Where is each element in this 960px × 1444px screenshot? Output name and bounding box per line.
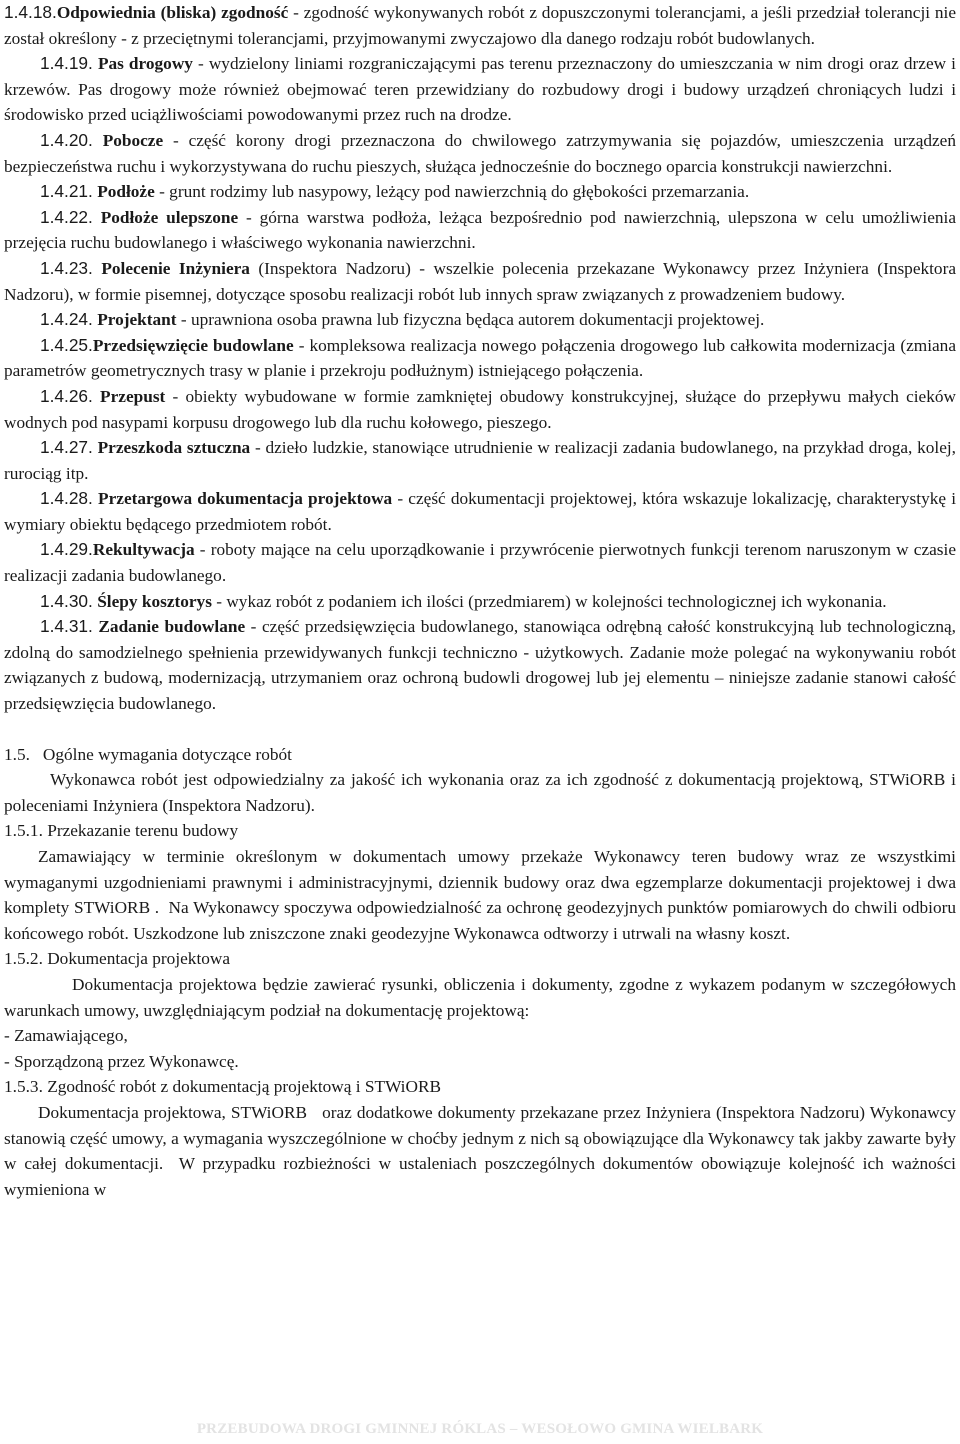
- definition-term: Ślepy kosztorys: [97, 591, 212, 611]
- definition-text: - obiekty wybudowane w formie zamkniętej obudowy konstrukcyjnej, służące do przepływu małych cieków wodnych pod nasypami korpusu drogowego lub dla ruchu kołowego, pieszego.: [4, 386, 956, 432]
- section-1-5-3-text: Dokumentacja projektowa, STWiORB oraz dodatkowe dokumenty przekazane przez Inżyniera (Inspektora Nadzoru) Wykonawcy stanowią część umowy, a wymagania wyszczególnione w choćby jednym z nich są obowiązujące dla Wykonawcy tak jakby zawarte były w całej dokumentacji. W przypadku rozbieżności w ustaleniach poszczególnych dokumentów obowiązuje kolejność ich ważności wymieniona w: [4, 1102, 960, 1199]
- definition-text: - część dokumentacji projektowej, która wskazuje lokalizację, charakterystykę i wymiary obiektu będącego przedmiotem robót.: [4, 489, 957, 534]
- definition-1-4-22: [4, 205, 956, 256]
- section-1-5-1-text: Zamawiający w terminie określonym w dokumentach umowy przekaże Wykonawcy teren budowy wraz ze wszystkimi wymaganymi uzgodnieniami prawnymi i administracyjnymi, dziennik budowy oraz dwa egzemplarze dokumentacji projektowej i dwa komplety STWiORB . Na Wykonawcy spoczywa odpowiedzialność za ochronę geodezyjnych punktów pomiarowych do chwili odbioru końcowego robót. Uszkodzone lub zniszczone znaki geodezyjne Wykonawca odtworzy i utrwali na własny koszt.: [4, 847, 960, 943]
- definition-number: 1.4.24.: [40, 309, 93, 330]
- definition-number: 1.4.31.: [40, 616, 93, 637]
- definition-1-4-25: [4, 333, 956, 384]
- page-footer: PRZEBUDOWA DROGI GMINNEJ RÓKLAS – WESOŁOWO GMINA WIELBARK: [196, 1421, 764, 1437]
- definition-number: 1.4.27.: [40, 437, 93, 458]
- definition-number: 1.4.19.: [40, 53, 93, 74]
- section-1-5-heading: 1.5. Ogólne wymagania dotyczące robót: [4, 744, 292, 764]
- definition-text: - wydzielony liniami rozgraniczającymi pas terenu przeznaczony do umieszczania w nim drogi oraz drzew i krzewów. Pas drogowy może również obejmować teren przewidziany do rozbudowy drogi i budowy urządzeń chroniących ludzi i środowisko przed uciążliwościami powodowanymi przez ruch na drodze.: [4, 54, 956, 125]
- definition-text: - wykaz robót z podaniem ich ilości (przedmiarem) w kolejności technologicznej ich wykonania.: [211, 591, 887, 611]
- definition-number: 1.4.21.: [40, 181, 93, 202]
- definition-term: Podłoże: [97, 182, 155, 202]
- list-item: - Zamawiającego,: [4, 1026, 128, 1046]
- definition-number: 1.4.28.: [40, 488, 93, 509]
- definition-1-4-27: [4, 435, 956, 486]
- definition-term: Rekultywacja: [92, 540, 195, 560]
- definition-term: Zadanie budowlane: [98, 617, 246, 637]
- definition-term: Pobocze: [102, 130, 164, 150]
- definition-term: Pas drogowy: [97, 54, 193, 74]
- definition-text: - uprawniona osoba prawna lub fizyczna będąca autorem dokumentacji projektowej.: [176, 310, 765, 330]
- definition-number: 1.4.22.: [40, 206, 93, 227]
- definition-1-4-19: [4, 51, 956, 128]
- definition-text: - roboty mające na celu uporządkowanie i przywrócenie pierwotnych funkcji terenom naruszonym w czasie realizacji zadania budowlanego.: [4, 540, 956, 586]
- definition-term: Podłoże ulepszone: [100, 207, 239, 227]
- definition-1-4-23: [4, 256, 956, 307]
- definition-1-4-24: [4, 307, 956, 333]
- definition-number: 1.4.18.: [4, 2, 57, 22]
- section-1-5-2-text: Dokumentacja projektowa będzie zawierać rysunki, obliczenia i dokumenty, zgodne z wykazem podanym w szczegółowych warunkach umowy, uwzględniającym podział na dokumentację projektową:: [4, 974, 956, 1020]
- definition-text: - część przedsięwzięcia budowlanego, stanowiąca odrębną całość konstrukcyjną lub technologiczną, zdolną do samodzielnego spełnienia przewidywanych funkcji techniczno - użytkowych. Zadanie może polegać na wykonywaniu robót związanych z budową, modernizacją, utrzymaniem oraz ochroną budowli drogowej lub jej elementu – niniejsze zadanie stanowi całość przedsięwzięcia budowlanego.: [4, 617, 956, 714]
- section-1-5-2-heading: 1.5.2. Dokumentacja projektowa: [4, 949, 231, 969]
- section-1-5-1-heading: 1.5.1. Przekazanie terenu budowy: [4, 821, 239, 841]
- document-body: [4, 0, 960, 1202]
- definition-number: 1.4.25.: [40, 334, 93, 355]
- definition-term: Projektant: [97, 310, 177, 330]
- section-1-5-text: Wykonawca robót jest odpowiedzialny za jakość ich wykonania oraz za ich zgodność z dokumentacją projektową, STWiORB i poleceniami Inżyniera (Inspektora Nadzoru).: [4, 770, 956, 815]
- definition-1-4-18: [4, 0, 956, 51]
- definition-number: 1.4.29.: [40, 539, 93, 560]
- definition-number: 1.4.23.: [40, 257, 93, 278]
- definition-text: - grunt rodzimy lub nasypowy, leżący pod nawierzchnią do głębokości przemarzania.: [154, 182, 750, 202]
- definition-1-4-26: [4, 384, 956, 435]
- definition-text: - zgodność wykonywanych robót z dopuszczonymi tolerancjami, a jeśli przedział tolerancji nie został określony - z przeciętnymi tolerancjami, przyjmowanymi zwyczajowo dla danego rodzaju robót budowlanych.: [4, 3, 956, 48]
- definition-text: - część korony drogi przeznaczona do chwilowego zatrzymywania się pojazdów, umieszczenia urządzeń bezpieczeństwa ruchu i wykorzystywana do ruchu pieszych, służąca jednocześnie do bocznego oparcia konstrukcji nawierzchni.: [4, 130, 956, 176]
- definition-term: Odpowiednia (bliska) zgodność: [56, 3, 289, 22]
- definition-1-4-30: [4, 589, 956, 615]
- definition-term: Przetargowa dokumentacja projektowa: [98, 489, 393, 509]
- definition-term: Przedsięwzięcie budowlane: [92, 335, 294, 355]
- definition-1-4-21: [4, 179, 956, 205]
- definition-text: - kompleksowa realizacja nowego połączenia drogowego lub całkowita modernizacja (zmiana parametrów geometrycznych trasy w planie i przekroju podłużnym) istniejącego połączenia.: [4, 335, 956, 381]
- definition-1-4-28: [4, 486, 956, 537]
- definition-number: 1.4.26.: [40, 385, 93, 406]
- section-1-5-3-heading: 1.5.3. Zgodność robót z dokumentacją projektową i STWiORB: [4, 1077, 442, 1097]
- definition-text: - górna warstwa podłoża, leżąca bezpośrednio pod nawierzchnią, ulepszona w celu umożliwienia przejęcia ruchu budowlanego i właściwego wykonania nawierzchni.: [4, 207, 956, 253]
- definition-term: Przeszkoda sztuczna: [97, 438, 251, 458]
- definition-text: - dzieło ludzkie, stanowiące utrudnienie w realizacji zadania budowlanego, na przykład droga, kolej, rurociąg itp.: [4, 438, 956, 483]
- definition-number: 1.4.20.: [40, 129, 93, 150]
- definition-1-4-29: [4, 537, 956, 588]
- definition-number: 1.4.30.: [40, 590, 93, 611]
- definition-term: Przepust: [100, 386, 166, 406]
- definition-1-4-20: [4, 128, 956, 179]
- definition-term: Polecenie Inżyniera: [101, 258, 250, 278]
- definition-text: (Inspektora Nadzoru) - wszelkie polecenia przekazane Wykonawcy przez Inżyniera (Inspektora Nadzoru), w formie pisemnej, dotyczące sposobu realizacji robót lub innych spraw związanych z prowadzeniem budowy.: [4, 258, 957, 304]
- definition-1-4-31: [4, 614, 956, 716]
- list-item: - Sporządzoną przez Wykonawcę.: [4, 1051, 239, 1071]
